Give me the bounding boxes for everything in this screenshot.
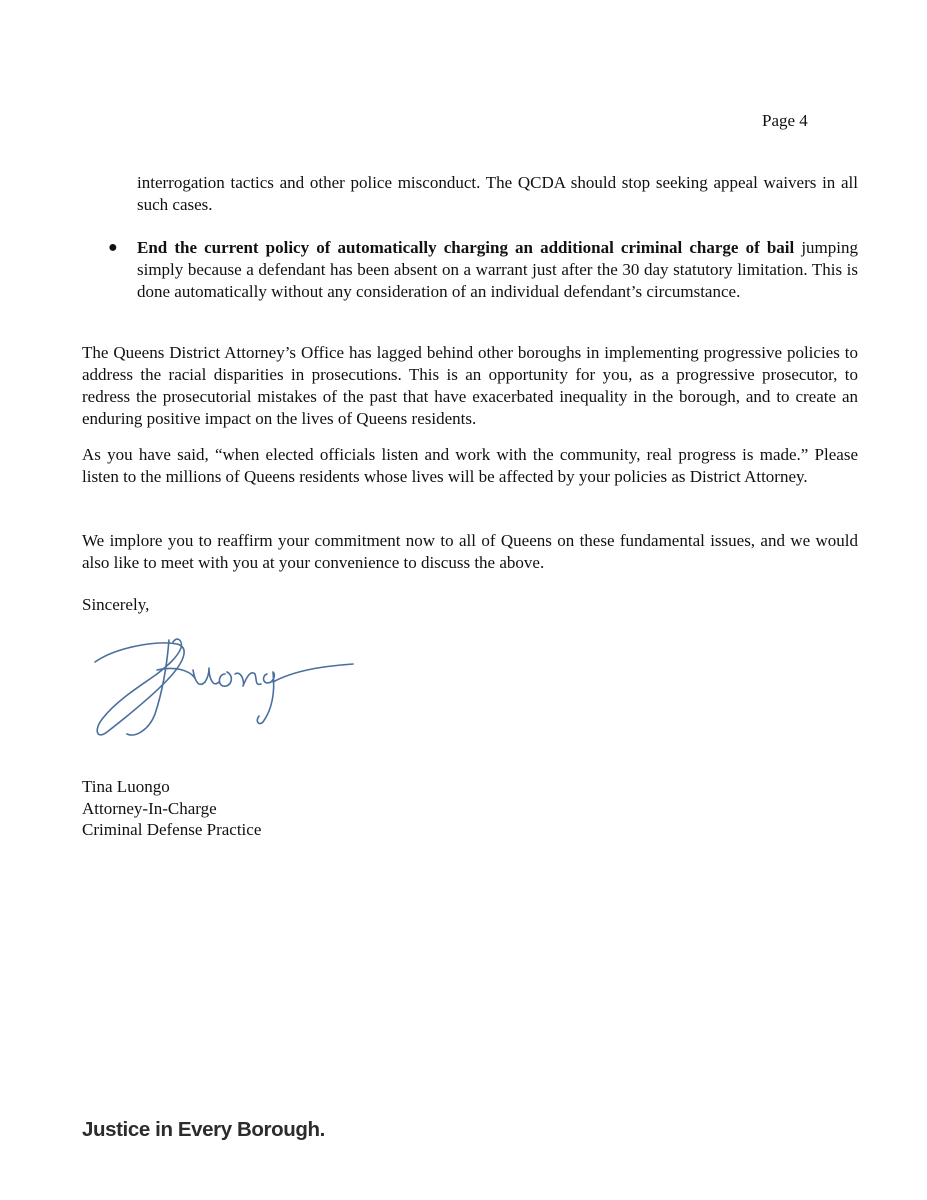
- closing: Sincerely,: [82, 595, 150, 614]
- signatory-block: [82, 776, 261, 841]
- body-paragraph-2: As you have said, “when elected officials listen and work with the community, real progress is made.” Please listen to the millions of Queens residents whose lives will be affected by your policies as District Attorney.: [82, 445, 858, 486]
- footer-tagline: Justice in Every Borough.: [82, 1118, 325, 1141]
- continuation-paragraph: interrogation tactics and other police misconduct. The QCDA should stop seeking appeal waivers in all such cases.: [137, 173, 858, 214]
- bullet-icon: ●: [108, 239, 118, 256]
- signatory-name: Tina Luongo: [82, 777, 170, 796]
- body-paragraph-3: We implore you to reaffirm your commitment now to all of Queens on these fundamental issues, and we would also like to meet with you at your convenience to discuss the above.: [82, 531, 858, 572]
- bullet-item: [137, 237, 858, 303]
- signatory-title: Attorney-In-Charge: [82, 798, 217, 818]
- signature-image: [85, 630, 360, 745]
- bullet-text: jumping simply because a defendant has been absent on a warrant just after the 30 day statutory limitation. This is done automatically without any consideration of an individual defendant’s circumstance.: [137, 238, 859, 301]
- bullet-bold-text: End the current policy of automatically charging an additional criminal charge of bail: [137, 238, 795, 257]
- signatory-department: Criminal Defense Practice: [82, 820, 262, 839]
- body-paragraph-1: The Queens District Attorney’s Office has lagged behind other boroughs in implementing progressive policies to address the racial disparities in prosecutions. This is an opportunity for you, as a progressive prosecutor, to redress the prosecutorial mistakes of the past that have exacerbated inequality in the borough, and to create an enduring positive impact on the lives of Queens residents.: [82, 343, 858, 428]
- page-number: Page 4: [762, 111, 808, 130]
